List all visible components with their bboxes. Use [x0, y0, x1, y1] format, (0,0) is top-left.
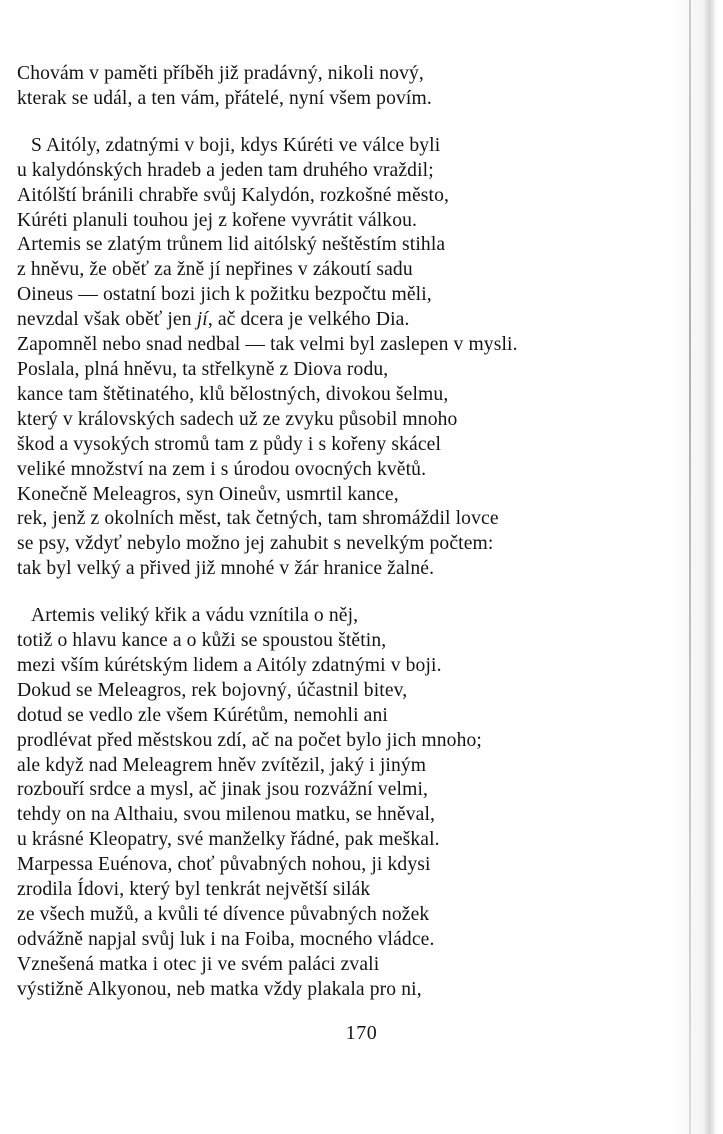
verse-line: prodlévat před městskou zdí, ač na počet bylo jich mnoho; [17, 729, 482, 751]
verse-line: škod a vysokých stromů tam z půdy i s kořeny skácel [17, 433, 442, 455]
verse-line: mezi vším kúrétským lidem a Aitóly zdatnými v boji. [17, 654, 442, 676]
page-edge-line [689, 0, 691, 1134]
verse-line: S Aitóly, zdatnými v boji, kdys Kúréti ve válce byli [31, 134, 441, 156]
verse-line: Oineus — ostatní bozi jich k požitku bezpočtu měli, [17, 284, 432, 306]
verse-line: ale když nad Meleagrem hněv zvítězil, jaký i jiným [17, 754, 427, 776]
verse-line: odvážně napjal svůj luk i na Foiba, mocného vládce. [17, 928, 435, 950]
verse-line: kterak se udál, a ten vám, přátelé, nyní všem povím. [17, 87, 432, 109]
verse-line: Chovám v paměti příběh již pradávný, nikoli nový, [17, 63, 424, 84]
verse-line: výstižně Alkyonou, neb matka vždy plakala pro ni, [17, 978, 422, 1000]
page-number: 170 [345, 1022, 378, 1044]
verse-line: rozbouří srdce a mysl, ač jinak jsou rozvážní velmi, [17, 779, 429, 801]
verse-line: Kúréti planuli touhou jej z kořene vyvrátit válkou. [17, 209, 418, 231]
verse-line: dotud se vedlo zle všem Kúrétům, nemohli ani [17, 704, 388, 726]
verse-line: nevzdal však oběť jen jí, ač dcera je velkého Dia. [17, 309, 410, 331]
verse-line: Konečně Meleagros, syn Oineův, usmrtil kance, [17, 483, 399, 505]
verse-line: z hněvu, že oběť za žně jí nepřines v zákoutí sadu [17, 259, 413, 281]
verse-line: tehdy on na Althaiu, svou milenou matku, se hněval, [17, 804, 436, 826]
verse-line: rek, jenž z okolních měst, tak četných, tam shromáždil lovce [17, 508, 499, 530]
verse-line: Poslala, plná hněvu, ta střelkyně z Diova rodu, [17, 358, 389, 380]
verse-line: veliké množství na zem i s úrodou ovocných květů. [17, 458, 427, 480]
poem-text-block [17, 62, 667, 1003]
stanza [17, 134, 667, 582]
verse-line: u krásné Kleopatry, své manželky řádné, pak meškal. [17, 829, 440, 851]
verse-line: u kalydónských hradeb a jeden tam druhého vraždil; [17, 159, 434, 181]
stanza [17, 62, 667, 112]
emphasis-word: jí [196, 309, 208, 331]
verse-line: Aitólští bránili chrabře svůj Kalydón, rozkošné město, [17, 184, 450, 206]
verse-line: Zapomněl nebo snad nedbal — tak velmi byl zaslepen v mysli. [17, 334, 518, 356]
verse-line: který v královských sadech už ze zvyku působil mnoho [17, 408, 458, 430]
stanza [17, 604, 667, 1003]
verse-line: zrodila Ídovi, který byl tenkrát největší silák [17, 879, 371, 901]
verse-line: Artemis se zlatým trůnem lid aitólský neštěstím stihla [17, 234, 446, 256]
verse-line: tak byl velký a přived již mnohé v žár hranice žalné. [17, 558, 435, 580]
verse-line: Dokud se Meleagros, rek bojovný, účastnil bitev, [17, 679, 408, 701]
verse-line: kance tam štětinatého, klů bělostných, divokou šelmu, [17, 383, 449, 405]
page-edge-shadow [675, 0, 723, 1134]
verse-line: Vznešená matka i otec ji ve svém paláci zvali [17, 953, 380, 975]
verse-line: Marpessa Euénova, choť půvabných nohou, ji kdysi [17, 854, 431, 876]
verse-line: se psy, vždyť nebylo možno jej zahubit s nevelkým počtem: [17, 533, 494, 555]
verse-line: totiž o hlavu kance a o kůži se spoustou štětin, [17, 630, 387, 652]
verse-line: Artemis veliký křik a vádu vznítila o něj, [31, 605, 359, 627]
verse-line: ze všech mužů, a kvůli té dívence půvabných nožek [17, 904, 430, 925]
